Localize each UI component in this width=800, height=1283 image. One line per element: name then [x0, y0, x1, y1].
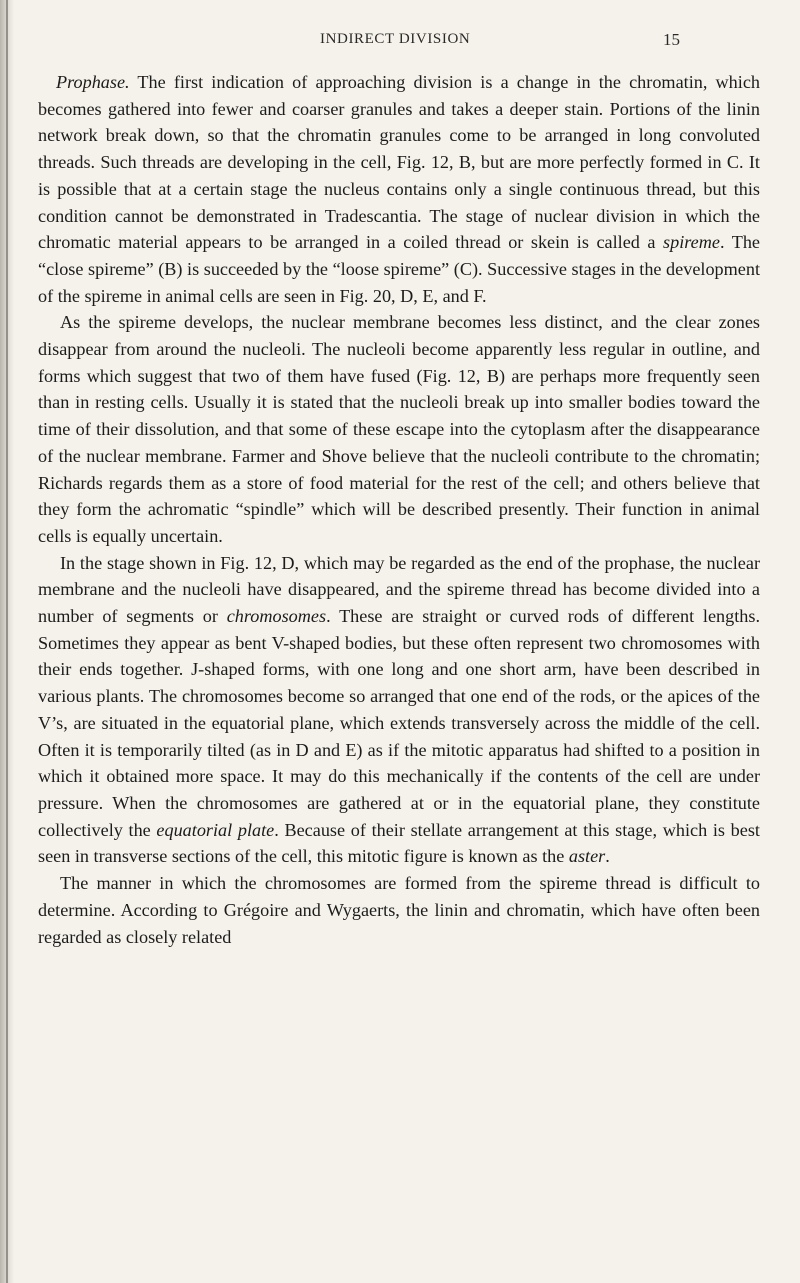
text-run: In the stage shown in Fig. 12, D, which may be regarded as the end of the prophase, the nuclear membrane and the nucleoli have disappeared, and the spireme thread has become divided into a number of segments or — [38, 552, 760, 627]
section-run-in-heading: Prophase. — [56, 72, 130, 92]
text-run: The first indication of approaching division is a change in the chromatin, which becomes gathered into fewer and coarser granules and takes a deeper stain. Portions of the linin network break down, so that the chromatin granules come to be arranged in long convoluted threads. Such threads are developing in the cell, Fig. 12, B, but are more perfectly formed in C. It is possible that at a certain stage the nucleus contains only a single continuous thread, but this condition cannot be demonstrated in Tradescantia. The stage of nuclear division in which the chromatic material appears to be arranged in a coiled thread or skein is called a — [38, 72, 760, 253]
italic-term: chromosomes — [226, 606, 327, 627]
text-run: . — [605, 846, 610, 867]
text-run: . The “close spireme” (B) is succeeded by the “loose spireme” (C). Successive stages in the development of the spireme in animal cells are seen in Fig. 20, D, E, and F. — [38, 232, 760, 306]
body-text — [38, 69, 760, 950]
page-number: 15 — [663, 30, 680, 49]
running-header — [320, 31, 720, 57]
paragraph — [38, 550, 760, 870]
italic-term: aster — [568, 846, 606, 867]
italic-term: spireme — [663, 232, 720, 253]
text-run: . These are straight or curved rods of different lengths. Sometimes they appear as bent V-shaped bodies, but these often represent two chromosomes with their ends together. J-shaped forms, with one long and one short arm, have been described in various plants. The chromosomes become so arranged that one end of the rods, or the apices of the V’s, are situated in the equatorial plane, which extends transversely across the middle of the cell. Often it is temporarily tilted (as in D and E) as if the mitotic apparatus had shifted to a position in which it obtained more space. It may do this mechanically if the contents of the cell are under pressure. When the chromosomes are gathered at or in the equatorial plane, they constitute collectively the — [38, 606, 761, 840]
binding-edge-line — [6, 0, 8, 1283]
paragraph — [38, 309, 760, 549]
running-head-title: INDIRECT DIVISION — [320, 31, 471, 47]
italic-term: equatorial plate — [156, 819, 275, 840]
paragraph — [38, 69, 760, 309]
paragraph — [38, 870, 760, 950]
text-run: As the spireme develops, the nuclear membrane becomes less distinct, and the clear zones disappear from around the nucleoli. The nucleoli become apparently less regular in outline, and forms which suggest that two of them have fused (Fig. 12, B) are perhaps more frequently seen than in resting cells. Usually it is stated that the nucleoli break up into smaller bodies toward the time of their dissolution, and that some of these escape into the cytoplasm after the disappearance of the nuclear membrane. Farmer and Shove believe that the nucleoli contribute to the chromatin; Richards regards them as a store of food material for the rest of the cell; and others believe that they form the achromatic “spindle” which will be described presently. Their function in animal cells is equally uncertain. — [38, 312, 760, 546]
text-run: . Because of their stellate arrangement at this stage, which is best seen in transverse sections of the cell, this mitotic figure is known as the — [38, 819, 760, 867]
text-run: The manner in which the chromosomes are formed from the spireme thread is difficult to determine. According to Grégoire and Wygaerts, the linin and chromatin, which have often been regarded as closely related — [38, 873, 760, 947]
